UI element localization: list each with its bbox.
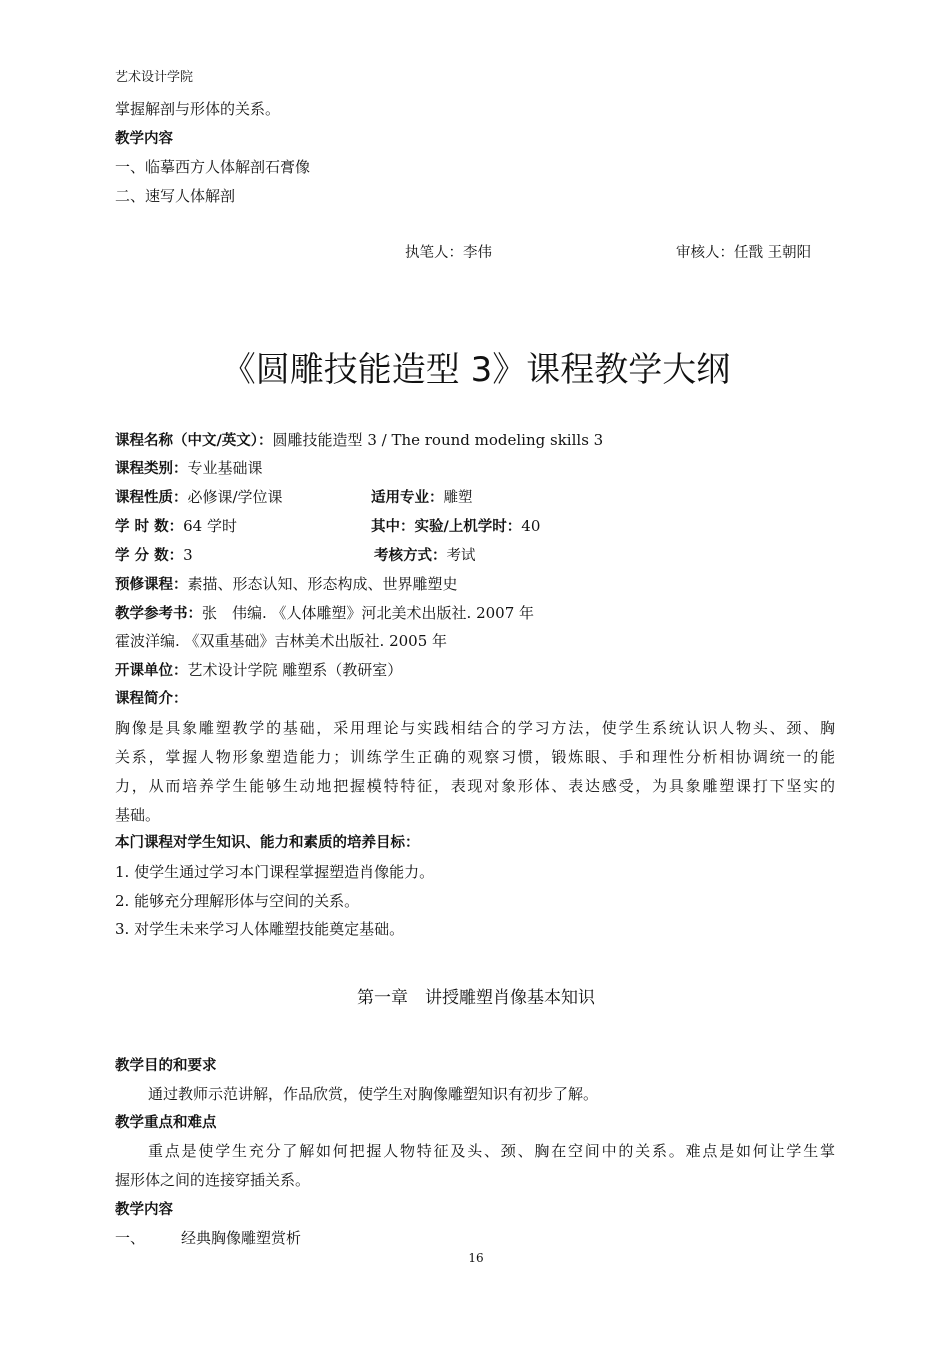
course-category-row — [115, 458, 263, 479]
credits-value: 3 — [183, 546, 193, 564]
prev-content-item-2: 二、速写人体解剖 — [115, 187, 236, 205]
major-label: 适用专业： — [371, 490, 444, 506]
exam-label: 考核方式： — [374, 548, 447, 564]
goals-label: 本门课程对学生知识、能力和素质的培养目标： — [115, 835, 420, 851]
content-item-text: 经典胸像雕塑赏析 — [181, 1229, 302, 1247]
hours-label: 学 时 数： — [115, 519, 184, 535]
intro-line: 胸像是具象雕塑教学的基础，采用理论与实践相结合的学习方法，使学生系统认识人物头、颈、胸 — [115, 719, 835, 737]
credits-row — [115, 545, 193, 566]
hours-value: 64 学时 — [183, 517, 237, 535]
lab-hours-row — [371, 516, 540, 537]
course-name-value: 圆雕技能造型 3 / The round modeling skills 3 — [272, 431, 604, 449]
exam-value: 考试 — [446, 548, 476, 564]
course-nature-value: 必修课/学位课 — [187, 488, 283, 506]
unit-label: 开课单位： — [115, 663, 188, 679]
prev-content-item-1: 一、临摹西方人体解剖石膏像 — [115, 158, 311, 176]
major-row — [371, 487, 473, 508]
intro-line: 力，从而培养学生能够生动地把握模特特征，表现对象形体、表达感受，为具象雕塑课打下坚实的 — [115, 777, 835, 795]
course-nature-row — [115, 487, 283, 508]
content-heading: 教学内容 — [115, 1202, 173, 1218]
lab-hours-value: 40 — [521, 517, 541, 535]
prereq-row — [115, 574, 458, 595]
lab-hours-label: 其中：实验/上机学时： — [371, 519, 522, 535]
course-name-label: 课程名称（中文/英文）： — [115, 433, 273, 449]
prev-content-heading: 教学内容 — [115, 131, 173, 147]
hours-row — [115, 516, 237, 537]
reference-value-2: 霍波洋编. 《双重基础》吉林美术出版社. 2005 年 — [115, 632, 448, 650]
reviewer-signature: 审核人：任戬 王朝阳 — [676, 245, 812, 261]
unit-row — [115, 660, 402, 681]
purpose-text: 通过教师示范讲解，作品欣赏，使学生对胸像雕塑知识有初步了解。 — [148, 1085, 599, 1103]
key-points-heading: 教学重点和难点 — [115, 1115, 217, 1131]
credits-label: 学 分 数： — [115, 548, 184, 564]
unit-value: 艺术设计学院 雕塑系（教研室） — [187, 661, 403, 679]
intro-line: 基础。 — [115, 806, 161, 824]
course-nature-label: 课程性质： — [115, 490, 188, 506]
reference-value-1: 张 伟编. 《人体雕塑》河北美术出版社. 2007 年 — [202, 604, 535, 622]
intro-label: 课程简介： — [115, 691, 188, 707]
course-name-row — [115, 430, 603, 451]
goal-item: 3. 对学生未来学习人体雕塑技能奠定基础。 — [115, 920, 405, 938]
intro-line: 关系，掌握人物形象塑造能力；训练学生正确的观察习惯，锻炼眼、手和理性分析相协调统一的能 — [115, 748, 835, 766]
reference-row — [115, 603, 534, 624]
chapter-title: 第一章 讲授雕塑肖像基本知识 — [357, 988, 595, 1008]
purpose-heading: 教学目的和要求 — [115, 1058, 217, 1074]
goal-item: 1. 使学生通过学习本门课程掌握塑造肖像能力。 — [115, 863, 435, 881]
reference-label: 教学参考书： — [115, 606, 202, 622]
course-category-label: 课程类别： — [115, 461, 188, 477]
key-points-paragraph — [115, 1137, 835, 1195]
major-value: 雕塑 — [443, 490, 473, 506]
course-category-value: 专业基础课 — [187, 459, 263, 477]
author-signature: 执笔人：李伟 — [405, 245, 492, 261]
key-points-line: 握形体之间的连接穿插关系。 — [115, 1171, 311, 1189]
prereq-value: 素描、形态认知、形态构成、世界雕塑史 — [187, 575, 458, 593]
intro-paragraph — [115, 714, 835, 830]
page-header-institution: 艺术设计学院 — [115, 70, 194, 85]
page-number: 16 — [468, 1251, 484, 1265]
exam-row — [374, 545, 476, 566]
content-item-number: 一、 — [115, 1229, 146, 1247]
prereq-label: 预修课程： — [115, 577, 188, 593]
prev-section-text: 掌握解剖与形体的关系。 — [115, 100, 281, 118]
key-points-line: 重点是使学生充分了解如何把握人物特征及头、颈、胸在空间中的关系。难点是如何让学生掌 — [148, 1142, 835, 1160]
syllabus-title: 《圆雕技能造型 3》课程教学大纲 — [221, 350, 731, 390]
goal-item: 2. 能够充分理解形体与空间的关系。 — [115, 892, 360, 910]
